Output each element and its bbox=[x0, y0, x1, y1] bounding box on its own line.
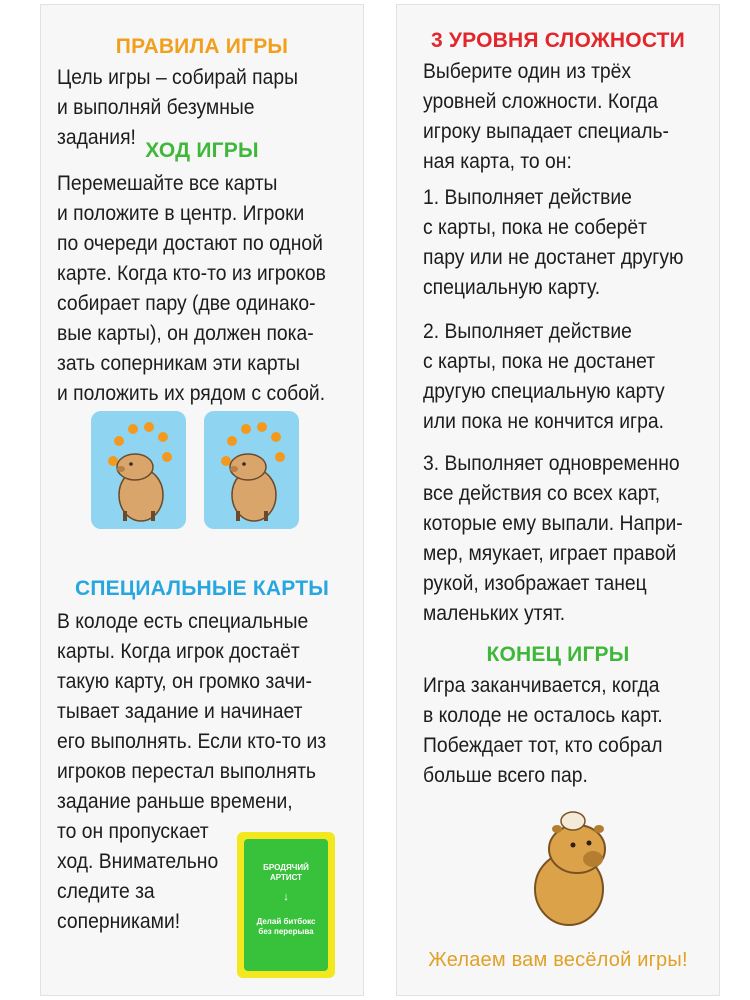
level-2-text: 2. Выполняет действие с карты, пока не достанет другую специальную карту или пока не кончится игра. bbox=[423, 320, 665, 433]
arrow-down-icon: ↓ bbox=[283, 891, 289, 903]
rules-text: Цель игры – собирай пары и выполняй безумные задания! bbox=[57, 66, 299, 149]
move-heading: ХОД ИГРЫ bbox=[145, 139, 259, 162]
rules-heading: ПРАВИЛА ИГРЫ bbox=[115, 35, 289, 58]
capybara-juggling-icon bbox=[91, 411, 186, 529]
pair-card-left bbox=[91, 411, 186, 529]
special-card-example bbox=[237, 832, 335, 978]
end-text: Игра заканчивается, когда в колоде не осталось карт. Побеждает тот, кто собрал больше всего пар. bbox=[423, 674, 663, 787]
level-1-text: 1. Выполняет действие с карты, пока не соберёт пару или не достанет другую специальную карту. bbox=[423, 186, 684, 299]
farewell-text: Желаем вам весёлой игры! bbox=[428, 949, 688, 971]
pair-card-right bbox=[204, 411, 299, 529]
special-text: В колоде есть специальные карты. Когда игрок достаёт такую карту, он громко зачи- тывает задание и начинает его выполнять. Если кто-то из игроков перестал выполнять задание раньше времени, то он пропускает ход. Внимательно следите за соперниками! bbox=[57, 610, 327, 933]
end-heading: КОНЕЦ ИГРЫ bbox=[486, 643, 630, 666]
levels-heading: 3 УРОВНЯ СЛОЖНОСТИ bbox=[431, 29, 685, 52]
special-card-action: Делай битбокс без перерыва bbox=[256, 917, 316, 936]
levels-intro: Выберите один из трёх уровней сложности. Когда игроку выпадает специаль- ная карта, то он: bbox=[423, 60, 669, 173]
move-text: Перемешайте все карты и положите в центр. Игроки по очереди достают по одной карте. Когда кто-то из игроков собирает пару (две одинако- вые карты), он должен пока- зать соперникам эти карты и положить их рядом с собой. bbox=[57, 172, 326, 405]
rules-panel-right bbox=[396, 4, 720, 996]
special-card-title: БРОДЯЧИЙ АРТИСТ bbox=[263, 863, 309, 882]
special-heading: СПЕЦИАЛЬНЫЕ КАРТЫ bbox=[74, 577, 330, 600]
capybara-juggling-icon bbox=[204, 411, 299, 529]
level-3-text: 3. Выполняет одновременно все действия со всех карт, которые ему выпали. Напри- мер, мяукает, играет правой рукой, изображает танец маленьких утят. bbox=[423, 452, 683, 625]
capybara-with-hamster-icon bbox=[517, 801, 617, 931]
